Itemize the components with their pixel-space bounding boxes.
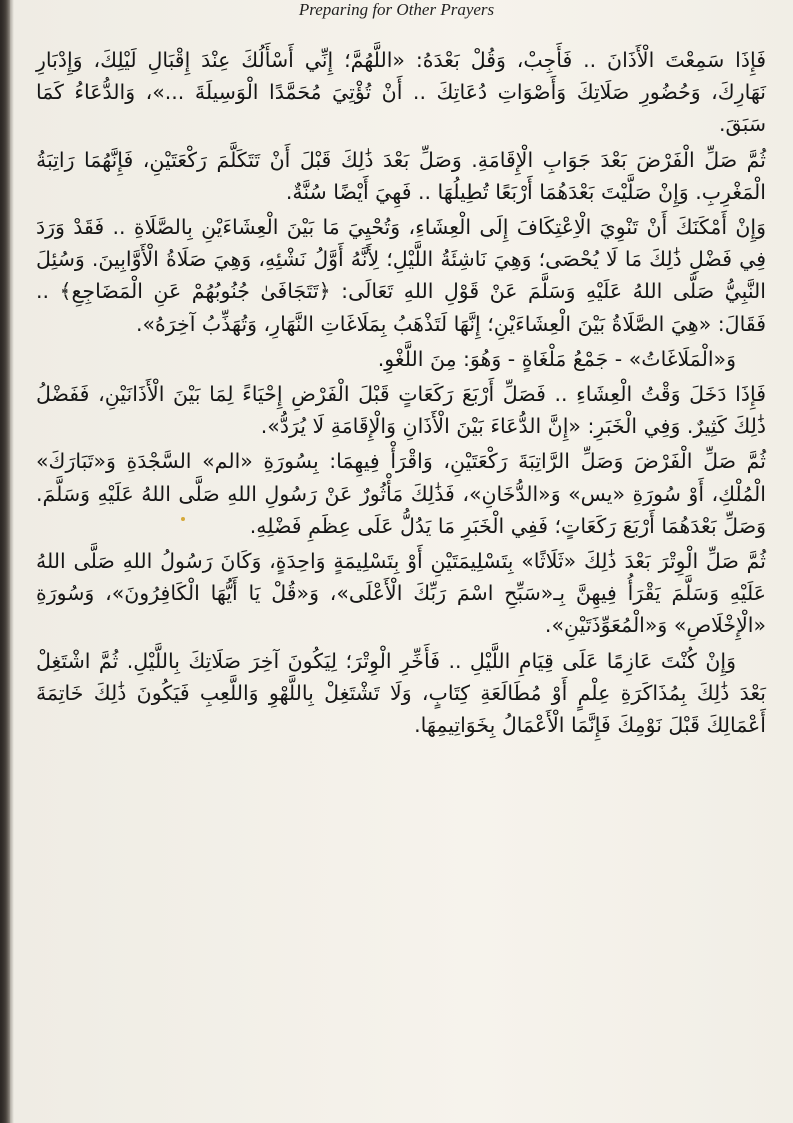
paragraph-isha-ratibah: ثُمَّ صَلِّ الْفَرْضَ وَصَلِّ الرَّاتِبَةَ رَكْعَتَيْنِ، وَاقْرَأْ فِيهِمَا: بِسُورَةِ «الم» السَّجْدَةِ وَ«تَبَارَكَ» الْمُلْكِ، أَوْ سُورَةِ «يس» وَ«الدُّخَانِ»، فَذَٰلِكَ مَأْثُورٌ عَنْ رَسُولِ اللهِ صَلَّى اللهُ عَلَيْهِ وَسَلَّمَ. وَصَلِّ بَعْدَهُمَا أَرْبَعَ رَكَعَاتٍ؛ فَفِي الْخَبَرِ مَا يَدُلُّ عَلَى عِظَمِ فَضْلِهِ. — [36, 449, 766, 538]
paragraph-night-vigil: وَإِنْ كُنْتَ عَازِمًا عَلَى قِيَامِ اللَّيْلِ .. فَأَخِّرِ الْوِتْرَ؛ لِيَكُونَ آخِرَ صَلَاتِكَ بِاللَّيْلِ. ثُمَّ اشْتَغِلْ بَعْدَ ذَٰلِكَ بِمُذَاكَرَةِ عِلْمٍ أَوْ مُطَالَعَةِ كِتَابٍ، وَلَا تَشْتَغِلْ بِاللَّهْوِ وَاللَّعِبِ فَيَكُونَ ذَٰلِكَ خَاتِمَةَ أَعْمَالِكَ قَبْلَ نَوْمِكَ فَإِنَّمَا الْأَعْمَالُ بِخَوَاتِيمِهَا. — [36, 648, 766, 738]
paragraph-between-two-ishas: وَإِنْ أَمْكَنَكَ أَنْ تَنْوِيَ الْاِعْتِكَافَ إِلَى الْعِشَاءِ، وَتُحْيِيَ مَا بَيْنَ الْعِشَاءَيْنِ بِالصَّلَاةِ .. فَقَدْ وَرَدَ فِي فَضْلِ ذَٰلِكَ مَا لَا يُحْصَى؛ وَهِيَ نَاشِئَةُ اللَّيْلِ؛ لِأَنَّهُ أَوَّلُ نَشْئِهِ، وَهِيَ صَلَاةُ الْأَوَّابِينَ. وَسُئِلَ النَّبِيُّ صَلَّى اللهُ عَلَيْهِ وَسَلَّمَ عَنْ قَوْلِ اللهِ تَعَالَى: ﴿تَتَجَافَىٰ جُنُوبُهُمْ عَنِ الْمَضَاجِعِ﴾ .. فَقَالَ: «هِيَ الصَّلَاةُ بَيْنَ الْعِشَاءَيْنِ؛ إِنَّهَا لَتَذْهَبُ بِمَلَاغَاتِ النَّهَارِ، وَتُهَذِّبُ آخِرَهُ». — [36, 215, 766, 336]
paragraph-witr: ثُمَّ صَلِّ الْوِتْرَ بَعْدَ ذَٰلِكَ «ثَلَاثًا» بِتَسْلِيمَتَيْنِ أَوْ بِتَسْلِيمَةٍ وَاحِدَةٍ، وَكَانَ رَسُولُ اللهِ صَلَّى اللهُ عَلَيْهِ وَسَلَّمَ يَقْرَأُ فِيهِنَّ بِـ«سَبِّحِ اسْمَ رَبِّكَ الْأَعْلَى»، وَ«قُلْ يَا أَيُّهَا الْكَافِرُونَ»، وَسُورَةِ «الْإِخْلَاصِ» وَ«الْمُعَوِّذَتَيْنِ». — [36, 549, 766, 638]
paragraph-adhan-response: فَإِذَا سَمِعْتَ الْأَذَانَ .. فَأَجِبْ، وَقُلْ بَعْدَهُ: «اللَّهُمَّ؛ إِنِّي أَسْأَلُكَ عِنْدَ إِقْبَالِ لَيْلِكَ، وَإِدْبَارِ نَهَارِكَ، وَحُضُورِ صَلَاتِكَ وَأَصْوَاتِ دُعَاتِكَ .. أَنْ تُؤْتِيَ مُحَمَّدًا الْوَسِيلَةَ ...»، وَالدُّعَاءُ كَمَا سَبَقَ. — [36, 48, 766, 137]
paragraph-isha-prayer: فَإِذَا دَخَلَ وَقْتُ الْعِشَاءِ .. فَصَلِّ أَرْبَعَ رَكَعَاتٍ قَبْلَ الْفَرْضِ إِحْيَاءً لِمَا بَيْنَ الْأَذَانَيْنِ، فَفَضْلُ ذَٰلِكَ كَثِيرٌ. وَفِي الْخَبَرِ: «إِنَّ الدُّعَاءَ بَيْنَ الْأَذَانِ وَالْإِقَامَةِ لَا يُرَدُّ». — [36, 382, 766, 439]
paper-speck — [181, 517, 185, 521]
book-gutter — [0, 0, 10, 1123]
paragraph-maghrib-sunnah: ثُمَّ صَلِّ الْفَرْضَ بَعْدَ جَوَابِ الْإِقَامَةِ. وَصَلِّ بَعْدَ ذَٰلِكَ قَبْلَ أَنْ تَتَكَلَّمَ رَكْعَتَيْنِ، فَإِنَّهُمَا رَاتِبَةُ الْمَغْرِبِ. وَإِنْ صَلَّيْتَ بَعْدَهُمَا أَرْبَعًا تُطِيلُهَا .. فَهِيَ أَيْضًا سُنَّةٌ. — [36, 147, 766, 204]
page-body — [36, 44, 766, 744]
paragraph-malaghat-definition: وَ«الْمَلَاغَاتُ» - جَمْعُ مَلْغَاةٍ - وَهُوَ: مِنَ اللَّغْوِ. — [377, 346, 736, 371]
running-title: Preparing for Other Prayers — [298, 0, 495, 19]
